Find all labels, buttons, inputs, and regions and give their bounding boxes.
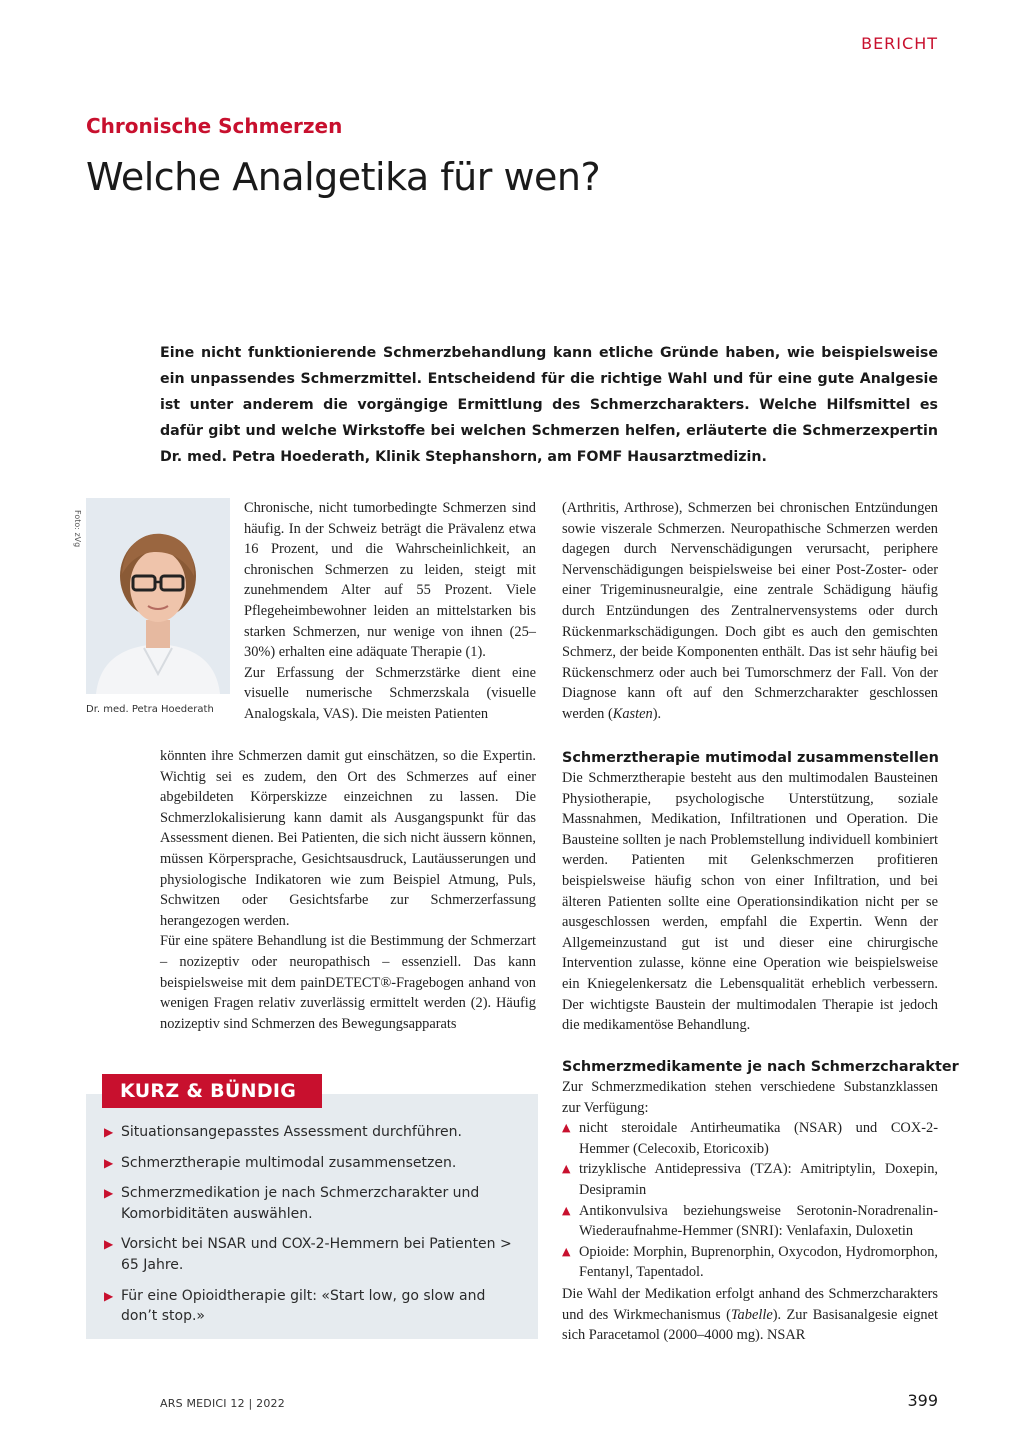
column-2-middle	[562, 768, 938, 1036]
kasten-reference: Kasten	[612, 705, 653, 722]
column-2-upper	[562, 498, 938, 725]
list-item-text: Opioide: Morphin, Buprenorphin, Oxycodon, Hydromorphon, Fentanyl, Tapentadol.	[579, 1243, 938, 1281]
summary-item-text: Vorsicht bei NSAR und COX-2-Hemmern bei Patienten > 65 Jahre.	[121, 1236, 512, 1273]
red-arrow-icon: ▶	[104, 1155, 114, 1170]
summary-item	[104, 1234, 524, 1275]
article-title: Welche Analgetika für wen?	[86, 155, 601, 199]
text-span: (Arthritis, Arthrose), Schmerzen bei chronischen Entzündungen sowie viszerale Schmerzen. Neuropathische Schmerzen werden dagegen durch Nervenschädigungen verursacht, periphere Nervenschädigungen beispielsweise bei einer Post-Zoster- oder einer Trigeminusneuralgie, eine zentrale Schädigung häufig durch Entzündungen des Zentralnervensystems oder durch Rückenmarkschädigungen. Doch gibt es auch den gemischten Schmerz, der beide Komponenten enthält. Das ist sehr häufig bei Rückenschmerz oder auch bei Tumorschmerz der Fall. Von der Diagnose kann oft auf den Schmerzcharakter geschlossen werden (	[562, 500, 938, 722]
summary-item-text: Situationsangepasstes Assessment durchführen.	[121, 1124, 462, 1140]
tabelle-reference: Tabelle	[730, 1306, 773, 1323]
paragraph-intro: Chronische, nicht tumorbedingte Schmerzen sind häufig. In der Schweiz beträgt die Prävalenz etwa 16 Prozent, und die Wahrscheinlichkeit, an chronischen Schmerzen zu leiden, steigt mit zunehmendem Alter auf 55 Prozent. Viele Pflegeheimbewohner leiden an mittelstarken bis starken Schmerzen, nur wenige von ihnen (25–30%) erhalten eine adäquate Therapie (1).	[244, 500, 536, 661]
paragraph-assessment-rest: könnten ihre Schmerzen damit gut einschätzen, so die Expertin. Wichtig sei es zudem, den Ort des Schmerzes auf einer abgebildeten Körperskizze einzeichnen zu lassen. Die Schmerzlokalisierung kann damit als Ausgangspunkt für das Assessment dienen. Bei Patienten, die sich nicht äussern können, müssen Körpersprache, Gesichtsausdruck, Lautäusserungen und physiologische Indikatoren wie zum Beispiel Atmung, Puls, Schwitzen oder Gesichtsfarbe zur Schmerzerfassung herangezogen werden.	[160, 748, 536, 929]
paragraph-pain-type: Für eine spätere Behandlung ist die Bestimmung der Schmerzart – nozizeptiv oder neuropathisch – essenziell. Das kann beispielsweise mit dem painDETECT®-Fragebogen anhand von wenigen Fragen relativ zuverlässig ermittelt werden (2). Häufig nozizeptiv sind Schmerzen des Bewegungsapparats	[160, 933, 536, 1032]
photo-caption: Dr. med. Petra Hoederath	[86, 704, 214, 715]
red-triangle-icon: ▲	[562, 1203, 571, 1217]
subheading-multimodal: Schmerztherapie mutimodal zusammenstellen	[562, 750, 939, 766]
portrait-illustration	[86, 498, 230, 694]
summary-item-text: Für eine Opioidtherapie gilt: «Start low, go slow and don’t stop.»	[121, 1287, 486, 1325]
author-photo	[86, 498, 230, 694]
section-label: BERICHT	[861, 34, 938, 53]
red-triangle-icon: ▲	[562, 1162, 571, 1176]
summary-item-text: Schmerztherapie multimodal zusammensetzen.	[121, 1154, 457, 1171]
summary-list	[104, 1122, 524, 1337]
red-triangle-icon: ▲	[562, 1121, 571, 1135]
page-number: 399	[907, 1391, 938, 1410]
article-kicker: Chronische Schmerzen	[86, 114, 343, 138]
text-span: Die Wahl der Medikation erfolgt anhand des Schmerzcharakters und des Wirkmechanismus (	[562, 1286, 938, 1323]
list-item	[562, 1118, 938, 1159]
drug-class-list	[562, 1118, 938, 1283]
summary-box-title: KURZ & BÜNDIG	[102, 1074, 322, 1108]
list-item-text: trizyklische Antidepressiva (TZA): Amitriptylin, Doxepin, Desipramin	[579, 1161, 938, 1198]
summary-item-text: Schmerzmedikation je nach Schmerzcharakter und Komorbiditäten auswählen.	[121, 1185, 480, 1222]
paragraph-pain-character	[562, 498, 938, 725]
paragraph-medication-choice	[562, 1284, 938, 1346]
red-arrow-icon: ▶	[104, 1288, 114, 1303]
paragraph-assessment-start: Zur Erfassung der Schmerzstärke dient eine visuelle numerische Schmerzskala (visuelle Analogskala, VAS). Die meisten Patienten	[244, 664, 536, 722]
list-item	[562, 1159, 938, 1200]
publication-footer: ARS MEDICI 12 | 2022	[160, 1397, 285, 1410]
list-item	[562, 1242, 938, 1283]
photo-credit: Foto: zVg	[73, 510, 82, 548]
red-triangle-icon: ▲	[562, 1244, 571, 1258]
summary-item	[104, 1153, 524, 1174]
summary-item	[104, 1286, 524, 1327]
column-1-lower	[160, 746, 536, 1034]
red-arrow-icon: ▶	[104, 1237, 114, 1252]
list-item-text: Antikonvulsiva beziehungsweise Serotonin-Noradrenalin-Wiederaufnahme-Hemmer (SNRI): Venlafaxin, Duloxetin	[579, 1202, 938, 1240]
list-item-text: nicht steroidale Antirheumatika (NSAR) und COX-2-Hemmer (Celecoxib, Etoricoxib)	[579, 1120, 938, 1157]
column-2-bottom	[562, 1284, 938, 1346]
list-item	[562, 1201, 938, 1242]
paragraph-multimodal: Die Schmerztherapie besteht aus den multimodalen Bausteinen Physiotherapie, psychologische Unterstützung, soziale Massnahmen, Medikation, Infiltrationen und Operation. Die Bausteine sollten je nach Problemstellung individuell kombiniert werden. Patienten mit Gelenkschmerzen profitieren beispielsweise häufig schon von einer Infiltration, und bei älteren Patienten sollte eine Operationsindikation nicht per se ausgeschlossen werden, empfahl die Expertin. Wenn der Allgemeinzustand gut ist und dieser eine chirurgische Intervention zulasse, könne eine Operation wie beispielsweise ein Kniegelenkersatz die Lebensqualität erheblich verbessern. Der wichtigste Baustein der multimodalen Therapie ist jedoch die medikamentöse Behandlung.	[562, 770, 938, 1034]
column-1-upper	[244, 498, 536, 725]
column-2-lower	[562, 1077, 938, 1283]
text-span: ). Zur Basisanalgesie eignet sich Paracetamol (2000–4000 mg). NSAR	[562, 1306, 939, 1344]
summary-item	[104, 1122, 524, 1143]
red-arrow-icon: ▶	[104, 1125, 114, 1139]
subheading-medication: Schmerzmedikamente je nach Schmerzcharakter	[562, 1059, 959, 1075]
summary-item	[104, 1183, 524, 1224]
text-span: ).	[652, 705, 662, 722]
red-arrow-icon: ▶	[104, 1186, 114, 1201]
article-lead: Eine nicht funktionierende Schmerzbehandlung kann etliche Gründe haben, wie beispielsweise ein unpassendes Schmerzmittel. Entscheidend für die richtige Wahl und für eine gute Analgesie ist unter anderem die vorgängige Ermittlung des Schmerzcharakters. Welche Hilfsmittel es dafür gibt und welche Wirkstoffe bei welchen Schmerzen helfen, erläuterte die Schmerzexpertin Dr. med. Petra Hoederath, Klinik Stephanshorn, am FOMF Hausarztmedizin.	[160, 345, 938, 465]
paragraph-medication-intro: Zur Schmerzmedikation stehen verschiedene Substanzklassen zur Verfügung:	[562, 1079, 938, 1116]
